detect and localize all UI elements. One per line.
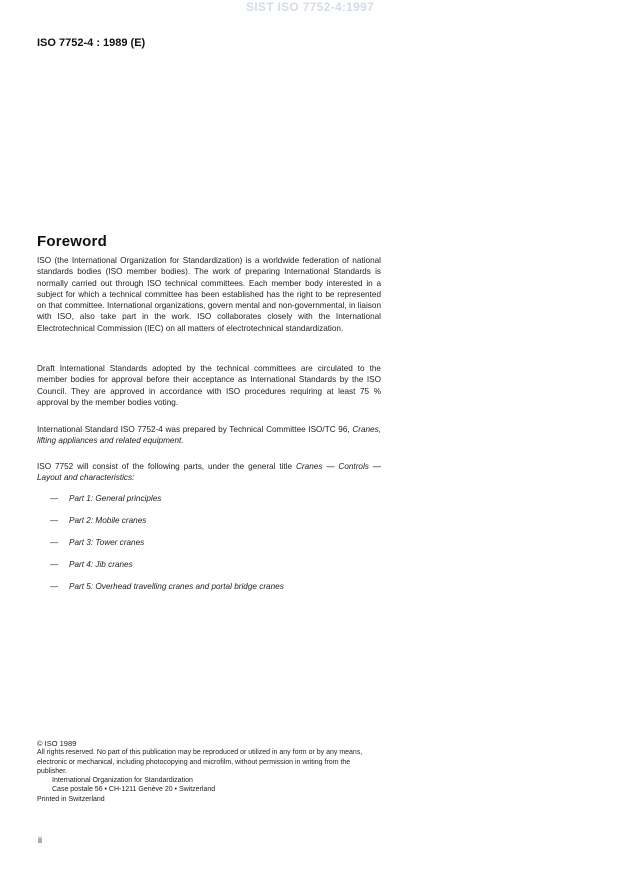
list-dash: — xyxy=(50,494,59,503)
list-item xyxy=(50,493,284,515)
list-item xyxy=(50,559,284,581)
part-label: Part 5: Overhead travelling cranes and portal bridge cranes xyxy=(69,582,284,591)
list-dash: — xyxy=(50,582,59,591)
parts-intro: ISO 7752 will consist of the following parts, under the general title xyxy=(37,462,293,471)
publisher-address: Case postale 56 • CH-1211 Genève 20 • Switzerland xyxy=(52,786,216,794)
copyright-notice: © ISO 1989 xyxy=(37,739,77,748)
foreword-title: Foreword xyxy=(37,233,107,250)
list-item xyxy=(50,515,284,537)
part-label: Part 2: Mobile cranes xyxy=(69,516,147,525)
parts-list xyxy=(50,493,284,603)
foreword-paragraph-1: ISO (the International Organization for Standardization) is a worldwide federation of national standards bodies (ISO member bodies). The work of preparing International Standards is normally carried out through ISO technical committees. Each member body interested in a subject for which a technical committee has been established has the right to be represented on that committee. International organizations, govern mental and non-governmental, in liaison with ISO, also take part in the work. ISO collaborates closely with the International Electrotechnical Commission (IEC) on all matters of electrotechnical standardization. xyxy=(37,256,381,333)
printed-in: Printed in Switzerland xyxy=(37,795,105,803)
list-item xyxy=(50,581,284,603)
part-label: Part 1: General principles xyxy=(69,494,162,503)
foreword-paragraph-4 xyxy=(37,461,381,484)
standard-id-header: ISO 7752-4 : 1989 (E) xyxy=(37,37,146,49)
watermark: SIST ISO 7752-4:1997 xyxy=(245,0,375,14)
publisher-name: International Organization for Standardization xyxy=(52,777,193,785)
list-dash: — xyxy=(50,516,59,525)
general-title: Cranes — Controls — Layout and characteristics: xyxy=(37,462,381,483)
committee-statement: International Standard ISO 7752-4 was prepared by Technical Committee ISO/TC 96, xyxy=(37,425,350,434)
list-dash: — xyxy=(50,538,59,547)
committee-title: Cranes, lifting appliances and related equipment. xyxy=(37,425,381,446)
list-item xyxy=(50,537,284,559)
part-label: Part 3: Tower cranes xyxy=(69,538,145,547)
part-label: Part 4: Jib cranes xyxy=(69,560,133,569)
page-number: ii xyxy=(38,835,42,845)
foreword-paragraph-2: Draft International Standards adopted by the technical committees are circulated to the member bodies for approval before their acceptance as International Standards by the ISO Council. They are approved in accordance with ISO procedures requiring at least 75 % approval by the member bodies voting. xyxy=(37,364,381,407)
rights-statement: All rights reserved. No part of this publication may be reproduced or utilized in any form or by any means, electronic or mechanical, including photocopying and microfilm, without permission in writing from the publisher. xyxy=(37,749,363,775)
foreword-paragraph-3 xyxy=(37,424,381,447)
list-dash: — xyxy=(50,560,59,569)
copyright-footer xyxy=(37,739,382,804)
